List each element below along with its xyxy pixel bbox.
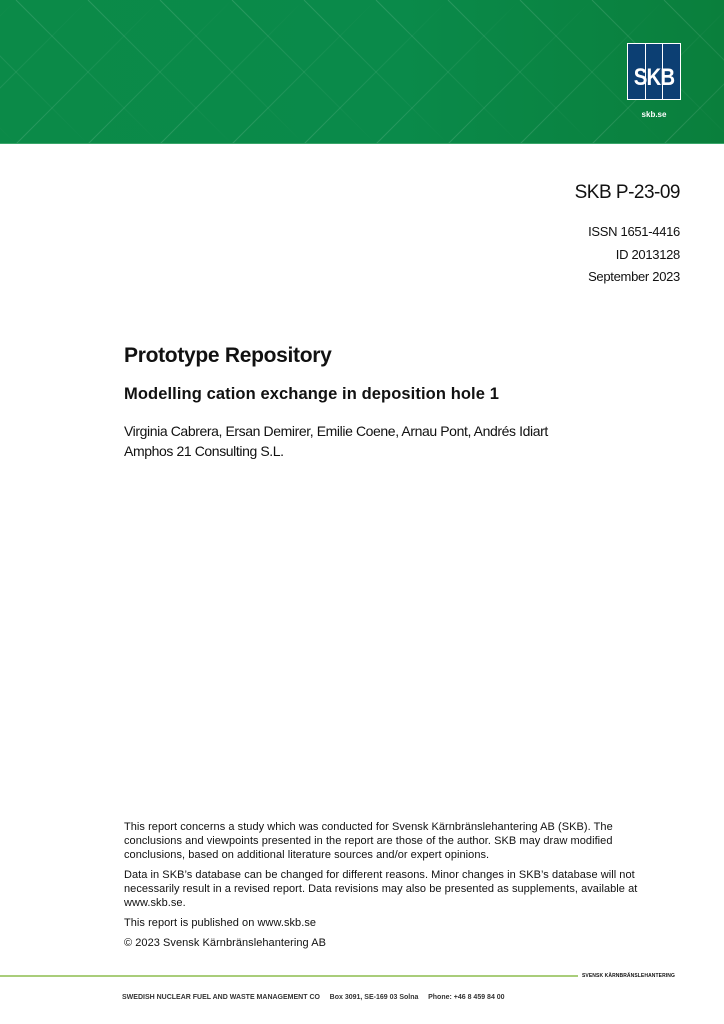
note-study: This report concerns a study which was conducted for Svensk Kärnbränslehantering AB (SKB). The conclusions and viewpoints presented in the report are those of the author. SKB may draw modified conclusions, based on additional literature sources and/or expert opinions. [124, 821, 613, 861]
banner-edge [0, 143, 724, 144]
report-date: September 2023 [588, 269, 680, 284]
footer-address: SWEDISH NUCLEAR FUEL AND WASTE MANAGEMENT CO Box 3091, SE-169 03 Solna Phone: +46 8 459 84 00 [122, 994, 505, 1001]
logo-text: SKB [633, 64, 675, 91]
footer-org-name: SVENSK KÄRNBRÄNSLEHANTERING [582, 973, 675, 979]
report-id: ID 2013128 [615, 246, 680, 262]
footer-divider [0, 975, 578, 977]
organization: Amphos 21 Consulting S.L. [124, 443, 284, 459]
report-number: SKB P-23-09 [574, 182, 680, 203]
site-link[interactable]: skb.se [641, 110, 667, 119]
note-published: This report is published on www.skb.se [124, 917, 317, 929]
header-banner [0, 0, 724, 144]
disclaimer-notes [124, 820, 669, 956]
note-copyright: © 2023 Svensk Kärnbränslehantering AB [124, 937, 326, 949]
diamond-pattern [0, 0, 724, 144]
issn: ISSN 1651-4416 [588, 224, 680, 239]
report-meta [588, 221, 680, 289]
note-database: Data in SKB’s database can be changed for different reasons. Minor changes in SKB’s database will not necessarily result in a revised report. Data revisions may also be presented as supplements, available at www.skb.se. [124, 869, 638, 909]
authors: Virginia Cabrera, Ersan Demirer, Emilie Coene, Arnau Pont, Andrés Idiart [124, 423, 548, 439]
skb-logo[interactable] [627, 43, 681, 100]
page-title: Prototype Repository [124, 344, 332, 367]
author-block [124, 421, 548, 461]
page-subtitle: Modelling cation exchange in deposition hole 1 [124, 385, 499, 403]
